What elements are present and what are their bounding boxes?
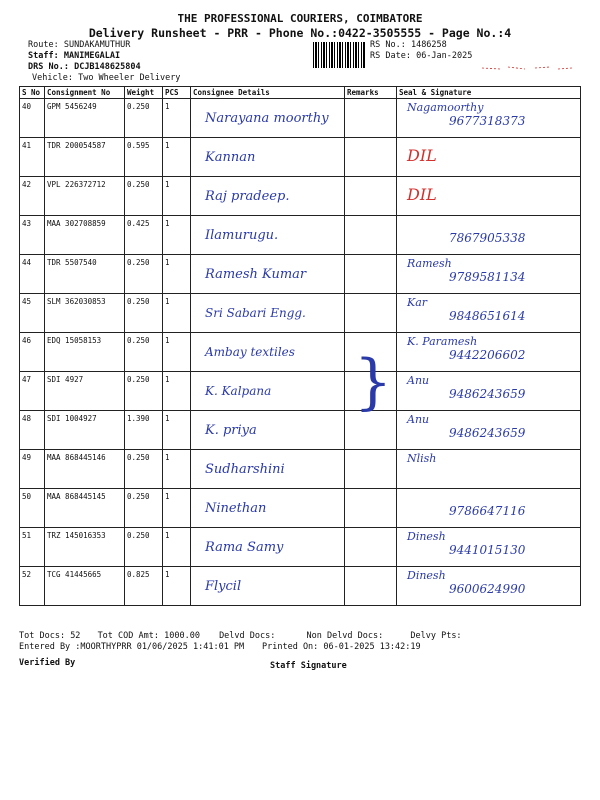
cell-pcs: 1 <box>163 177 191 216</box>
cell-cno: MAA 868445146 <box>45 450 125 489</box>
cell-sno: 51 <box>20 528 45 567</box>
cell-consignee <box>191 177 345 216</box>
tot-docs-label: Tot Docs: <box>19 631 66 641</box>
rs-no-label: RS No.: <box>370 40 406 50</box>
col-weight: Weight <box>125 87 163 99</box>
phone-handwriting: 9486243659 <box>449 426 526 440</box>
cell-sno: 46 <box>20 333 45 372</box>
cell-remarks <box>345 255 397 294</box>
rs-date-label: RS Date: <box>370 51 411 61</box>
consignee-handwriting: Ambay textiles <box>205 345 295 359</box>
cell-signature <box>397 138 581 177</box>
cell-sno: 43 <box>20 216 45 255</box>
cell-cno: MAA 868445145 <box>45 489 125 528</box>
cell-sno: 52 <box>20 567 45 606</box>
cell-pcs: 1 <box>163 333 191 372</box>
cell-consignee <box>191 333 345 372</box>
table-row <box>20 177 581 216</box>
cell-signature <box>397 489 581 528</box>
route-line <box>28 40 130 50</box>
consignee-handwriting: Ramesh Kumar <box>205 267 307 282</box>
cell-remarks <box>345 489 397 528</box>
signature-handwriting: Dinesh <box>407 569 446 582</box>
table-row <box>20 489 581 528</box>
cell-weight: 0.250 <box>125 528 163 567</box>
phone-handwriting: 9848651614 <box>449 309 526 323</box>
cell-weight: 0.250 <box>125 99 163 138</box>
cell-pcs: 1 <box>163 411 191 450</box>
consignee-handwriting: Kannan <box>205 150 256 165</box>
phone-handwriting: 7867905338 <box>449 231 526 245</box>
vehicle-value: Two Wheeler Delivery <box>78 73 181 83</box>
cell-pcs: 1 <box>163 138 191 177</box>
cell-sno: 41 <box>20 138 45 177</box>
cell-remarks <box>345 294 397 333</box>
cell-consignee <box>191 216 345 255</box>
consignee-handwriting: Ninethan <box>205 501 267 516</box>
cell-sno: 50 <box>20 489 45 528</box>
cell-cno: VPL 226372712 <box>45 177 125 216</box>
cell-signature <box>397 528 581 567</box>
signature-handwriting: Anu <box>407 374 430 387</box>
table-row <box>20 528 581 567</box>
cell-weight: 0.250 <box>125 333 163 372</box>
cell-signature <box>397 450 581 489</box>
route-label: Route: <box>28 40 59 50</box>
route-value: SUNDAKAMUTHUR <box>63 40 131 50</box>
phone-handwriting: 9789581134 <box>449 270 526 284</box>
cell-signature <box>397 372 581 411</box>
col-consignment: Consignment No <box>45 87 125 99</box>
cell-signature <box>397 333 581 372</box>
table-row <box>20 138 581 177</box>
cell-consignee <box>191 411 345 450</box>
phone-handwriting: 9677318373 <box>449 114 526 128</box>
cell-weight: 1.390 <box>125 411 163 450</box>
cell-cno: MAA 302708859 <box>45 216 125 255</box>
cell-pcs: 1 <box>163 294 191 333</box>
entered-by: Entered By :MOORTHYPRR 01/06/2025 1:41:01 PM <box>19 642 245 652</box>
table-row <box>20 255 581 294</box>
cell-sno: 47 <box>20 372 45 411</box>
signature-handwriting: DIL <box>407 146 437 165</box>
tot-docs-value: 52 <box>70 631 81 641</box>
consignee-handwriting: Rama Samy <box>205 540 284 555</box>
phone-handwriting: 9442206602 <box>449 348 526 362</box>
cell-weight: 0.250 <box>125 450 163 489</box>
col-signature: Seal & Signature <box>397 87 581 99</box>
verified-by: Verified By <box>19 658 76 668</box>
cell-cno: TRZ 145016353 <box>45 528 125 567</box>
rs-no-line <box>370 40 447 50</box>
col-sno: S No <box>20 87 45 99</box>
cell-weight: 0.250 <box>125 489 163 528</box>
cell-cno: EDQ 15058153 <box>45 333 125 372</box>
table-header-row <box>20 87 581 99</box>
cell-sno: 40 <box>20 99 45 138</box>
cell-sno: 45 <box>20 294 45 333</box>
cell-consignee <box>191 99 345 138</box>
consignee-handwriting: Sudharshini <box>205 462 285 477</box>
signature-handwriting: Nlish <box>407 452 437 465</box>
cell-cno: TDR 5507540 <box>45 255 125 294</box>
cell-cno: SDI 1004927 <box>45 411 125 450</box>
consignee-handwriting: K. priya <box>205 423 257 438</box>
cell-weight: 0.595 <box>125 138 163 177</box>
signature-handwriting: Kar <box>407 296 428 309</box>
cell-signature <box>397 567 581 606</box>
cell-signature <box>397 255 581 294</box>
staff-line <box>28 51 120 61</box>
cell-pcs: 1 <box>163 372 191 411</box>
cell-remarks <box>345 567 397 606</box>
cell-pcs: 1 <box>163 489 191 528</box>
tot-cod-value: 1000.00 <box>164 631 200 641</box>
table-row <box>20 372 581 411</box>
table-row <box>20 450 581 489</box>
cell-remarks <box>345 99 397 138</box>
staff-signature: Staff Signature <box>270 661 347 671</box>
table-row <box>20 294 581 333</box>
cell-sno: 42 <box>20 177 45 216</box>
runsheet-table <box>19 86 581 606</box>
barcode <box>313 42 365 68</box>
vehicle-line <box>32 73 180 83</box>
table-row <box>20 333 581 372</box>
rs-date-value: 06-Jan-2025 <box>416 51 473 61</box>
cell-weight: 0.425 <box>125 216 163 255</box>
cell-consignee <box>191 450 345 489</box>
cell-consignee <box>191 567 345 606</box>
table-row <box>20 216 581 255</box>
cell-consignee <box>191 528 345 567</box>
consignee-handwriting: Narayana moorthy <box>205 111 329 126</box>
consignee-handwriting: K. Kalpana <box>205 384 272 398</box>
cell-remarks <box>345 138 397 177</box>
cell-cno: TDR 200054587 <box>45 138 125 177</box>
cell-weight: 0.825 <box>125 567 163 606</box>
cell-sno: 44 <box>20 255 45 294</box>
staff-label: Staff: <box>28 51 59 61</box>
cell-pcs: 1 <box>163 255 191 294</box>
delvy-pts-label: Delvy Pts: <box>410 631 462 641</box>
signature-handwriting: Dinesh <box>407 530 446 543</box>
drs-line <box>28 62 141 72</box>
top-scribble-mark <box>480 64 575 72</box>
cell-consignee <box>191 372 345 411</box>
col-remarks: Remarks <box>345 87 397 99</box>
cell-remarks <box>345 450 397 489</box>
cell-signature <box>397 411 581 450</box>
cell-cno: SLM 362030853 <box>45 294 125 333</box>
staff-value: MANIMEGALAI <box>63 51 121 61</box>
cell-remarks <box>345 216 397 255</box>
cell-consignee <box>191 489 345 528</box>
printed-on: Printed On: 06-01-2025 13:42:19 <box>262 642 421 652</box>
col-consignee: Consignee Details <box>191 87 345 99</box>
rs-date-line <box>370 51 472 61</box>
table-row <box>20 567 581 606</box>
cell-consignee <box>191 138 345 177</box>
cell-sno: 48 <box>20 411 45 450</box>
cell-consignee <box>191 294 345 333</box>
consignee-handwriting: Flycil <box>205 579 242 594</box>
delvd-docs-label: Delvd Docs: <box>219 631 276 641</box>
cell-sno: 49 <box>20 450 45 489</box>
runsheet-title: Delivery Runsheet - PRR - Phone No.:0422-3505555 - Page No.:4 <box>88 26 512 40</box>
non-delvd-docs-label: Non Delvd Docs: <box>306 631 384 641</box>
drs-label: DRS No.: <box>28 62 69 72</box>
cell-weight: 0.250 <box>125 177 163 216</box>
signature-handwriting: Anu <box>407 413 430 426</box>
signature-handwriting: K. Paramesh <box>407 335 478 348</box>
phone-handwriting: 9786647116 <box>449 504 526 518</box>
cell-weight: 0.250 <box>125 294 163 333</box>
cell-signature <box>397 99 581 138</box>
col-pcs: PCS <box>163 87 191 99</box>
cell-pcs: 1 <box>163 567 191 606</box>
cell-consignee <box>191 255 345 294</box>
vehicle-label: Vehicle: <box>32 73 73 83</box>
cell-pcs: 1 <box>163 528 191 567</box>
signature-handwriting: Ramesh <box>407 257 452 270</box>
bracket-mark: } <box>354 347 393 417</box>
table-row <box>20 411 581 450</box>
cell-cno: GPM 5456249 <box>45 99 125 138</box>
cell-pcs: 1 <box>163 216 191 255</box>
cell-signature <box>397 177 581 216</box>
cell-signature <box>397 294 581 333</box>
phone-handwriting: 9486243659 <box>449 387 526 401</box>
rs-no-value: 1486258 <box>410 40 447 50</box>
phone-handwriting: 9441015130 <box>449 543 526 557</box>
consignee-handwriting: Ilamurugu. <box>205 228 279 243</box>
signature-handwriting: DIL <box>407 185 437 204</box>
drs-value: DCJB148625804 <box>74 62 141 72</box>
cell-signature <box>397 216 581 255</box>
cell-pcs: 1 <box>163 450 191 489</box>
consignee-handwriting: Raj pradeep. <box>205 189 290 204</box>
tot-cod-label: Tot COD Amt: <box>97 631 159 641</box>
footer-totals <box>19 631 462 641</box>
cell-pcs: 1 <box>163 99 191 138</box>
company-title: THE PROFESSIONAL COURIERS, COIMBATORE <box>177 12 423 25</box>
table-row <box>20 99 581 138</box>
cell-cno: TCG 41445665 <box>45 567 125 606</box>
cell-remarks <box>345 177 397 216</box>
cell-cno: SDI 4927 <box>45 372 125 411</box>
cell-weight: 0.250 <box>125 255 163 294</box>
consignee-handwriting: Sri Sabari Engg. <box>205 306 306 320</box>
cell-weight: 0.250 <box>125 372 163 411</box>
phone-handwriting: 9600624990 <box>449 582 526 596</box>
cell-remarks <box>345 528 397 567</box>
signature-handwriting: Nagamoorthy <box>407 101 484 114</box>
